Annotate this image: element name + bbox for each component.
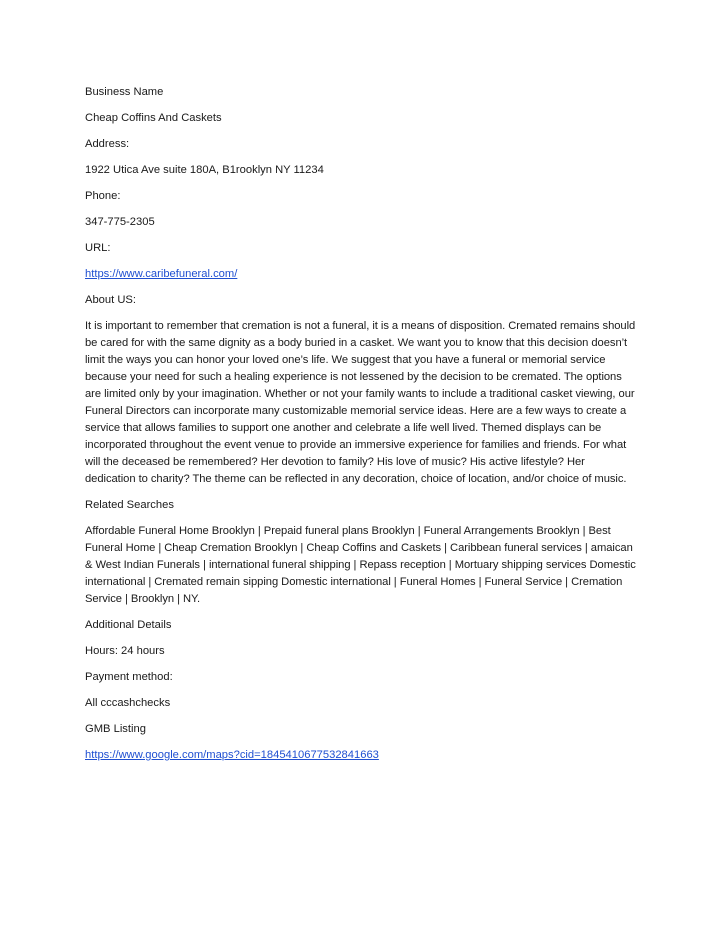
payment-method-label: Payment method: [85,671,173,683]
about-text: It is important to remember that cremation is not a funeral, it is a means of disposition. Cremated remains should be cared for with the same dignity as a body buried in a casket. We want you to know that this decision doesn’t limit the ways you can honor your loved one’s life. We suggest that you have a funeral or memorial service because your need for such a healing experience is not lessened by the decision to be cremated. The options are limited only by your imagination. Whether or not your family wants to include a traditional casket viewing, our Funeral Directors can incorporate many customizable memorial service ideas. Here are a few ways to create a service that allows families to support one another and celebrate a life well lived. Themed displays can be incorporated throughout the event venue to provide an immersive experience for families and friends. For what will the deceased be remembered? Her devotion to family? His love of music? His active lifestyle? Her dedication to charity? The theme can be reflected in any decoration, choice of location, and/or choice of music. [85,320,636,485]
gmb-listing-link[interactable]: https://www.google.com/maps?cid=1845410677532841663 [85,749,379,761]
hours: Hours: 24 hours [85,645,165,657]
gmb-listing-label: GMB Listing [85,723,146,735]
about-label: About US: [85,294,136,306]
payment-methods: All cccashchecks [85,697,171,709]
related-searches-label: Related Searches [85,499,174,511]
phone-label: Phone: [85,190,121,202]
additional-details-label: Additional Details [85,619,172,631]
related-searches-text: Affordable Funeral Home Brooklyn | Prepaid funeral plans Brooklyn | Funeral Arrangements Brooklyn | Best Funeral Home | Cheap Cremation Brooklyn | Cheap Coffins and Caskets | Caribbean funeral services | amaican & West Indian Funerals | international funeral shipping | Repass reception | Mortuary shipping services Domestic international | Cremated remain sipping Domestic international | Funeral Homes | Funeral Service | Cremation Service | Brooklyn | NY. [85,525,636,605]
website-link[interactable]: https://www.caribefuneral.com/ [85,268,238,280]
phone-number: 347-775-2305 [85,216,155,228]
address-label: Address: [85,138,130,150]
url-label: URL: [85,242,111,254]
business-name: Cheap Coffins And Caskets [85,112,222,124]
document-page [85,84,637,773]
address: 1922 Utica Ave suite 180A, B1rooklyn NY 11234 [85,164,324,176]
business-name-label: Business Name [85,86,164,98]
